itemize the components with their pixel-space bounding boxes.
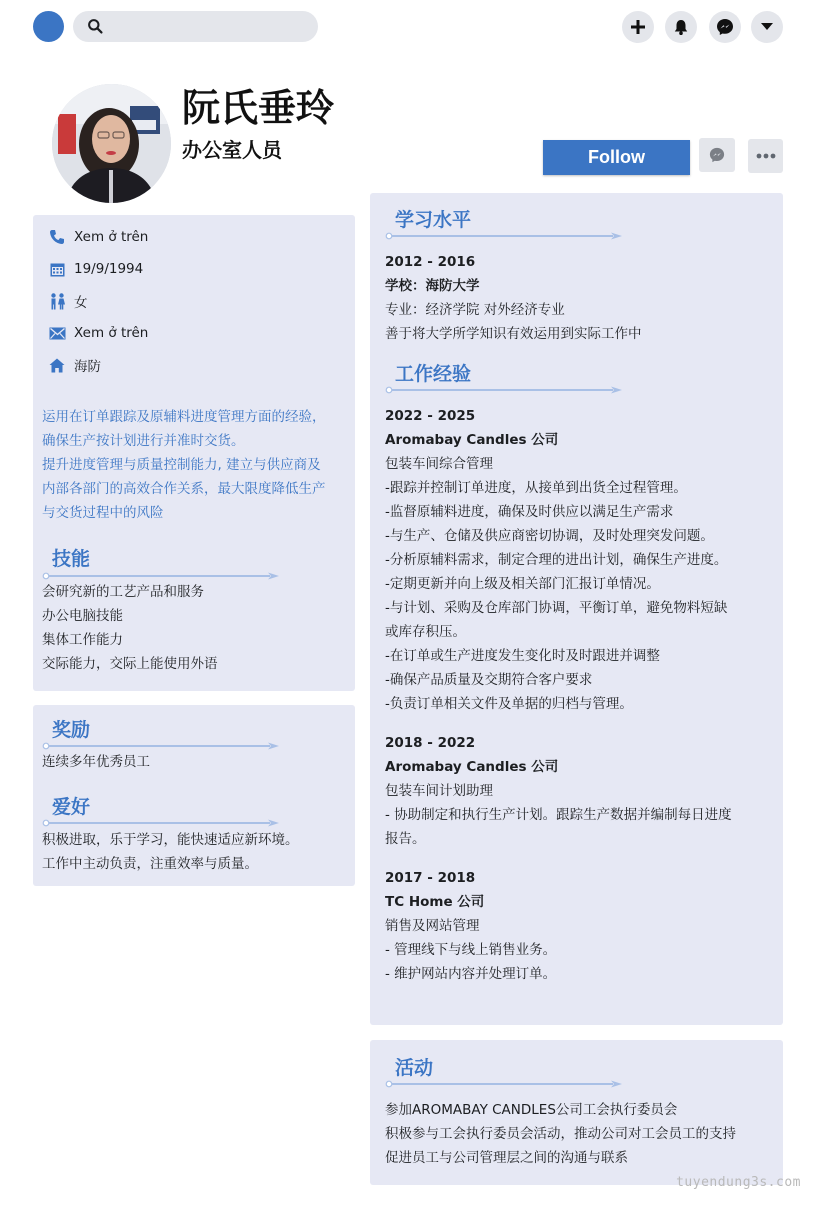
job-duty: -与计划、采购及仓库部门协调，平衡订单，避免物料短缺 bbox=[385, 600, 728, 616]
messenger-icon bbox=[709, 147, 725, 163]
job-entry-2 bbox=[385, 731, 732, 851]
list-item: 办公电脑技能 bbox=[42, 608, 123, 624]
experience-title: 工作经验 bbox=[395, 363, 472, 385]
education-school: 学校：海防大学 bbox=[385, 278, 480, 294]
section-divider bbox=[42, 819, 280, 827]
awards-list bbox=[42, 750, 150, 774]
contact-skills-panel bbox=[33, 215, 355, 691]
job-duty: -跟踪并控制订单进度，从接单到出货全过程管理。 bbox=[385, 480, 687, 496]
job-duty: -分析原辅料需求，制定合理的进出计划，确保生产进度。 bbox=[385, 552, 728, 568]
profile-job-title: 办公室人员 bbox=[182, 138, 282, 162]
calendar-icon bbox=[48, 260, 66, 278]
career-summary: 运用在订单跟踪及原辅料进度管理方面的经验，确保生产按计划进行并准时交货。 提升进度管理与质量控制能力, 建立与供应商及内部各部门的高效合作关系，最大限度降低生产与交货过程中的风险 bbox=[42, 409, 326, 521]
profile-avatar bbox=[52, 84, 171, 203]
job-duty: 报告。 bbox=[385, 831, 426, 847]
contact-birthday: 19/9/1994 bbox=[48, 257, 143, 281]
education-block bbox=[385, 250, 642, 346]
activities-list bbox=[385, 1098, 736, 1170]
skills-list bbox=[42, 580, 218, 676]
job-period: 2018 - 2022 bbox=[385, 735, 476, 751]
contact-gender: 女 bbox=[48, 289, 88, 313]
search-bar[interactable] bbox=[73, 11, 318, 42]
job-company: TC Home 公司 bbox=[385, 894, 485, 910]
more-options-button[interactable] bbox=[748, 139, 783, 173]
list-item: 连续多年优秀员工 bbox=[42, 754, 150, 770]
job-duty: - 协助制定和执行生产计划。跟踪生产数据并编制每日进度 bbox=[385, 807, 732, 823]
section-divider bbox=[42, 742, 280, 750]
section-divider bbox=[42, 572, 280, 580]
bell-icon bbox=[674, 20, 688, 35]
caret-down-icon bbox=[761, 23, 773, 31]
section-divider bbox=[385, 1080, 623, 1088]
skills-title: 技能 bbox=[52, 548, 91, 570]
section-divider bbox=[385, 232, 623, 240]
awards-title: 奖励 bbox=[52, 719, 91, 741]
job-duty: -在订单或生产进度发生变化时及时跟进并调整 bbox=[385, 648, 660, 664]
job-role: 销售及网站管理 bbox=[385, 918, 480, 934]
list-item: 参加AROMABAY CANDLES公司工会执行委员会 bbox=[385, 1102, 678, 1118]
gender-icon bbox=[48, 292, 66, 310]
job-company: Aromabay Candles 公司 bbox=[385, 759, 559, 775]
education-title: 学习水平 bbox=[395, 209, 472, 231]
contact-address: 海防 bbox=[48, 353, 101, 377]
education-note: 善于将大学所学知识有效运用到实际工作中 bbox=[385, 326, 642, 342]
list-item: 积极进取，乐于学习，能快速适应新环境。 bbox=[42, 832, 299, 848]
activities-panel bbox=[370, 1040, 783, 1185]
job-duty: -与生产、仓储及供应商密切协调，及时处理突发问题。 bbox=[385, 528, 714, 544]
list-item: 工作中主动负责，注重效率与质量。 bbox=[42, 856, 258, 872]
education-period: 2012 - 2016 bbox=[385, 254, 476, 270]
phone-icon bbox=[48, 228, 66, 246]
job-company: Aromabay Candles 公司 bbox=[385, 432, 559, 448]
list-item: 集体工作能力 bbox=[42, 632, 123, 648]
job-period: 2017 - 2018 bbox=[385, 870, 476, 886]
home-icon bbox=[48, 356, 66, 374]
profile-name: 阮氏垂玲 bbox=[182, 86, 335, 130]
more-dots-icon bbox=[756, 153, 776, 159]
job-entry-3 bbox=[385, 866, 556, 986]
job-role: 包装车间综合管理 bbox=[385, 456, 493, 472]
job-duty: -定期更新并向上级及相关部门汇报订单情况。 bbox=[385, 576, 660, 592]
contact-email: Xem ở trên bbox=[48, 321, 148, 345]
job-duty: -确保产品质量及交期符合客户要求 bbox=[385, 672, 593, 688]
message-button[interactable] bbox=[699, 138, 735, 172]
notifications-button[interactable] bbox=[665, 11, 697, 43]
mail-icon bbox=[48, 324, 66, 342]
messenger-button[interactable] bbox=[709, 11, 741, 43]
create-button[interactable] bbox=[622, 11, 654, 43]
job-duty: - 维护网站内容并处理订单。 bbox=[385, 966, 557, 982]
job-duty: -负责订单相关文件及单据的归档与管理。 bbox=[385, 696, 633, 712]
brand-logo[interactable] bbox=[33, 11, 64, 42]
job-entry-1 bbox=[385, 404, 727, 716]
activities-title: 活动 bbox=[395, 1057, 434, 1079]
job-period: 2022 - 2025 bbox=[385, 408, 476, 424]
account-menu-button[interactable] bbox=[751, 11, 783, 43]
watermark: tuyendung3s.com bbox=[676, 1175, 801, 1190]
section-divider bbox=[385, 386, 623, 394]
hobbies-list bbox=[42, 828, 299, 876]
job-duty: 或库存积压。 bbox=[385, 624, 466, 640]
list-item: 交际能力，交际上能使用外语 bbox=[42, 656, 218, 672]
plus-icon bbox=[631, 20, 645, 34]
list-item: 积极参与工会执行委员会活动，推动公司对工会员工的支持 bbox=[385, 1126, 736, 1142]
job-role: 包装车间计划助理 bbox=[385, 783, 493, 799]
contact-phone: Xem ở trên bbox=[48, 225, 148, 249]
hobbies-title: 爱好 bbox=[52, 796, 91, 818]
list-item: 会研究新的工艺产品和服务 bbox=[42, 584, 204, 600]
profile-photo bbox=[52, 84, 171, 203]
follow-button[interactable]: Follow bbox=[543, 140, 690, 175]
search-icon bbox=[87, 18, 104, 35]
awards-hobbies-panel bbox=[33, 705, 355, 886]
messenger-icon bbox=[716, 18, 734, 36]
list-item: 促进员工与公司管理层之间的沟通与联系 bbox=[385, 1150, 628, 1166]
job-duty: -监督原辅料进度，确保及时供应以满足生产需求 bbox=[385, 504, 674, 520]
education-experience-panel bbox=[370, 193, 783, 1025]
education-major: 专业：经济学院 对外经济专业 bbox=[385, 302, 565, 318]
job-duty: - 管理线下与线上销售业务。 bbox=[385, 942, 557, 958]
